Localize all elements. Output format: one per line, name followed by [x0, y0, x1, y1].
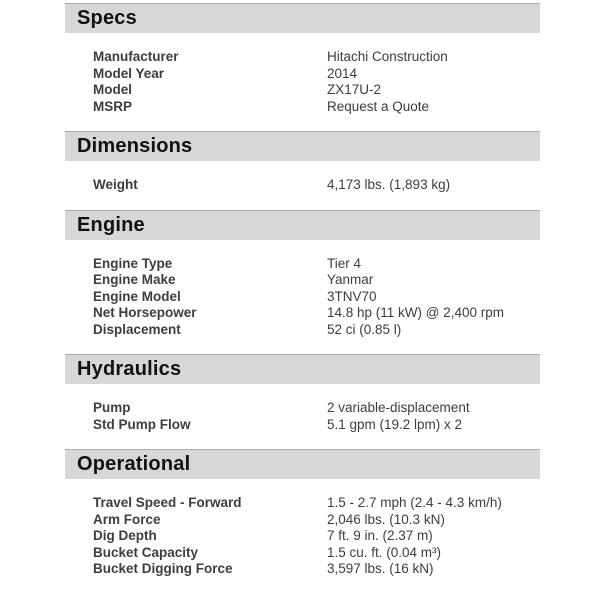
spec-value: 7 ft. 9 in. (2.37 m) [327, 528, 433, 543]
section-rows [93, 177, 600, 194]
section-title: Dimensions [77, 135, 193, 157]
spec-label: MSRP [93, 98, 133, 114]
spec-label: Model Year [93, 65, 165, 81]
spec-row [93, 528, 600, 545]
spec-label: Model [93, 82, 132, 97]
spec-row [93, 561, 600, 578]
spec-value: 52 ci (0.85 l) [327, 321, 402, 337]
spec-section-operational [0, 449, 600, 578]
section-header-bar [65, 354, 540, 384]
spec-row [93, 272, 600, 289]
spec-value: ZX17U-2 [327, 82, 382, 97]
section-header-bar [65, 210, 540, 240]
spec-label: Net Horsepower [93, 305, 197, 320]
spec-row [93, 495, 600, 512]
spec-value: 14.8 hp (11 kW) @ 2,400 rpm [327, 305, 505, 320]
spec-value: Hitachi Construction [327, 49, 448, 64]
spec-value: 2 variable-displacement [327, 400, 470, 415]
section-header-bar [65, 449, 540, 479]
spec-section-dimensions [0, 131, 600, 194]
spec-label: Engine Model [93, 288, 181, 304]
spec-row [93, 82, 600, 99]
section-header-bar [65, 3, 540, 33]
spec-value: Tier 4 [327, 255, 362, 271]
spec-row [93, 322, 600, 339]
spec-label: Dig Depth [93, 528, 157, 543]
spec-value: 4,173 lbs. (1,893 kg) [327, 177, 451, 192]
spec-label: Displacement [93, 321, 181, 337]
section-title: Hydraulics [77, 358, 182, 380]
section-title: Specs [77, 7, 137, 29]
spec-section-engine [0, 210, 600, 339]
spec-label: Bucket Capacity [93, 544, 199, 560]
spec-row [93, 305, 600, 322]
spec-row [93, 49, 600, 66]
spec-row [93, 289, 600, 306]
spec-row [93, 417, 600, 434]
spec-row [93, 545, 600, 562]
spec-label: Pump [93, 400, 131, 415]
spec-label: Arm Force [93, 511, 161, 527]
spec-label: Weight [93, 177, 138, 192]
spec-value: 1.5 - 2.7 mph (2.4 - 4.3 km/h) [327, 495, 502, 510]
spec-value: Request a Quote [327, 98, 430, 114]
spec-label: Engine Type [93, 255, 173, 271]
spec-row [93, 177, 600, 194]
spec-section-specs [0, 3, 600, 115]
section-header-bar [65, 131, 540, 161]
spec-value: Yanmar [327, 272, 374, 287]
spec-value: 3,597 lbs. (16 kN) [327, 561, 434, 576]
section-rows [93, 49, 600, 115]
spec-label: Bucket Digging Force [93, 561, 233, 576]
spec-value: 5.1 gpm (19.2 lpm) x 2 [327, 416, 463, 432]
spec-row [93, 400, 600, 417]
spec-row [93, 66, 600, 83]
spec-value: 1.5 cu. ft. (0.04 m³) [327, 544, 442, 560]
section-title: Engine [77, 213, 145, 236]
spec-row [93, 512, 600, 529]
spec-label: Travel Speed - Forward [93, 495, 242, 510]
spec-section-hydraulics [0, 354, 600, 433]
section-rows [93, 495, 600, 578]
spec-value: 2014 [327, 65, 358, 81]
spec-label: Std Pump Flow [93, 416, 191, 432]
spec-value: 3TNV70 [327, 288, 377, 304]
spec-value: 2,046 lbs. (10.3 kN) [327, 511, 445, 527]
section-rows [93, 256, 600, 339]
section-title: Operational [77, 453, 191, 475]
spec-row [93, 99, 600, 116]
spec-row [93, 256, 600, 273]
spec-label: Engine Make [93, 272, 176, 287]
section-rows [93, 400, 600, 433]
spec-label: Manufacturer [93, 49, 179, 64]
